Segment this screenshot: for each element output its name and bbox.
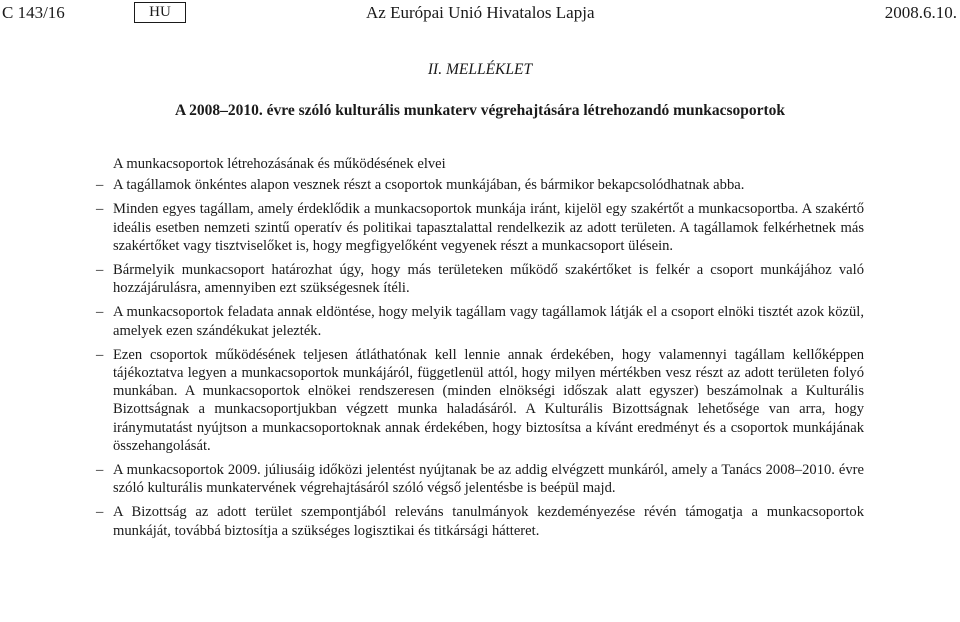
list-dash: – — [96, 504, 104, 521]
principle-text: A munkacsoportok feladata annak eldöntése, hogy melyik tagállam vagy tagállamok látják el a csoport elnöki tisztét azok közül, amelyek ezen szándékukat jelezték. — [113, 304, 864, 339]
list-dash: – — [96, 462, 104, 479]
principle-text: Minden egyes tagállam, amely érdeklődik a munkacsoportok munkája iránt, kijelöl egy szakértőt a munkacsoportba. A szakértő ideális esetben nemzeti szintű operatív és politikai tapasztalattal rendelkezik az adott területen. A tagállamok felkérhetnek más szakértőket vagy tisztviselőket is, hogy megfigyelőként vegyenek részt a munkacsoport ülésein. — [113, 201, 864, 254]
publication-date: 2008.6.10. — [884, 3, 957, 22]
page-reference: C 143/16 — [2, 3, 65, 22]
list-dash: – — [96, 177, 104, 194]
principle-text: Ezen csoportok működésének teljesen átláthatónak kell lennie annak érdekében, hogy valamennyi tagállam kellőképpen tájékoztatva legyen a munkacsoportok munkájáról, függetlenül attól, hogy milyen mértékben vesz részt az adott területen folyó munkában. A munkacsoportok elnökei rendszeresen (minden elnökségi időszak alatt egyszer) beszámolnak a Kulturális Bizottságnak a munkacsoportjukban végzett munka haladásáról. A Kulturális Bizottságnak lehetősége van arra, hogy iránymutatást nyújtson a munkacsoportoknak annak érdekében, hogy biztosítsa a kívánt eredményt és a csoportok munkájának összehangolását. — [113, 346, 864, 454]
principle-item — [96, 303, 864, 339]
principle-text: Bármelyik munkacsoport határozhat úgy, hogy más területeken működő szakértőket is felkér a csoport munkájához való hozzájárulásra, amennyiben ezt szükségesnek ítéli. — [113, 262, 864, 297]
document-title: A 2008–2010. évre szóló kulturális munkaterv végrehajtására létrehozandó munkacsoportok — [174, 102, 786, 119]
document-body — [96, 155, 864, 546]
annex-label: II. MELLÉKLET — [427, 61, 533, 78]
list-dash: – — [96, 262, 104, 279]
journal-header — [0, 0, 960, 30]
principle-item — [96, 346, 864, 455]
list-dash: – — [96, 201, 104, 218]
list-dash: – — [96, 304, 104, 321]
principle-item — [96, 503, 864, 539]
language-badge: HU — [134, 2, 186, 23]
principle-item — [96, 461, 864, 497]
journal-title: Az Európai Unió Hivatalos Lapja — [366, 3, 595, 22]
principle-text: A Bizottság az adott terület szempontjából releváns tanulmányok kezdeményezése révén támogatja a munkacsoportok munkáját, továbbá biztosítja a szükséges logisztikai és titkársági hátteret. — [113, 504, 864, 539]
principle-text: A tagállamok önkéntes alapon vesznek részt a csoportok munkájában, és bármikor bekapcsolódhatnak abba. — [113, 177, 745, 194]
principle-item — [96, 261, 864, 297]
principle-item — [96, 200, 864, 255]
principle-text: A munkacsoportok 2009. júliusáig időközi jelentést nyújtanak be az addig elvégzett munkáról, amely a Tanács 2008–2010. évre szóló kulturális munkatervének végrehajtásáról szóló végső jelentésbe is beépül majd. — [113, 462, 864, 497]
principles-heading: A munkacsoportok létrehozásának és működésének elvei — [113, 156, 446, 172]
list-dash: – — [96, 346, 104, 363]
principle-item — [96, 176, 864, 194]
